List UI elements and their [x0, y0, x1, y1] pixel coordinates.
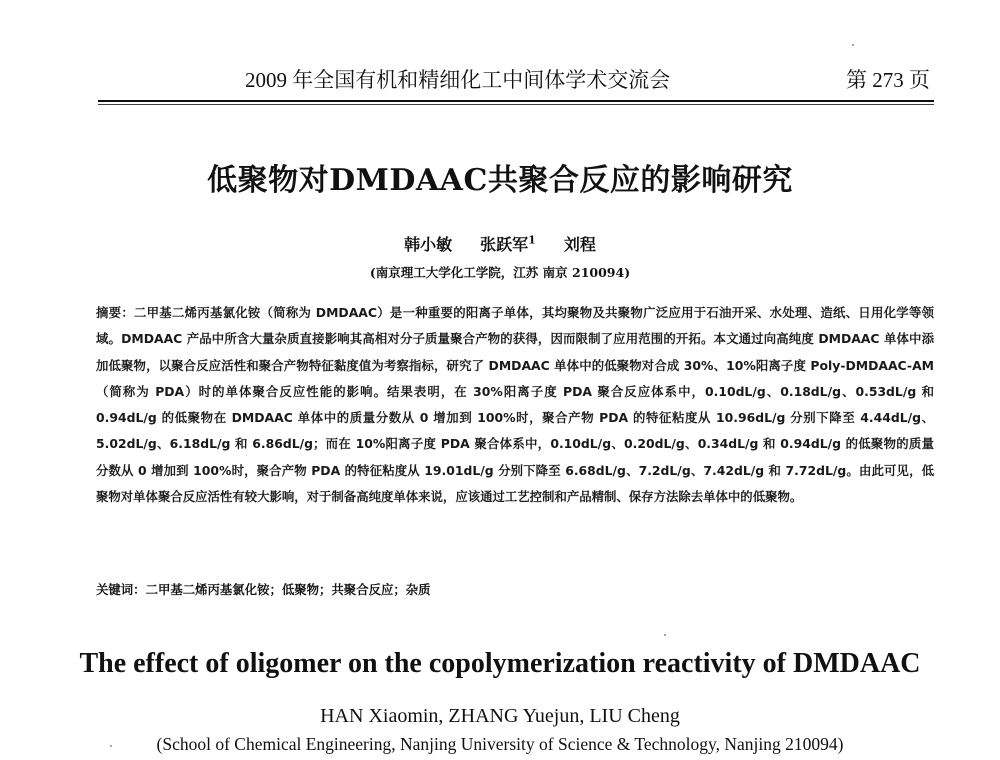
- scan-speck: [852, 44, 854, 46]
- keywords-text: 二甲基二烯丙基氯化铵；低聚物；共聚合反应；杂质: [145, 582, 431, 597]
- abstract-block: [96, 300, 934, 510]
- chinese-title: 低聚物对DMDAAC共聚合反应的影响研究: [207, 163, 793, 198]
- english-title: The effect of oligomer on the copolymerization reactivity of DMDAAC: [79, 648, 921, 679]
- page-number: 第 273 页: [846, 68, 930, 92]
- author-2-cn: [480, 235, 536, 254]
- abstract-label: 摘要：: [96, 305, 134, 320]
- scan-speck: [110, 745, 112, 747]
- keywords-label: 关键词：: [96, 582, 146, 597]
- scan-speck: [664, 634, 666, 636]
- english-affiliation: (School of Chemical Engineering, Nanjing University of Science & Technology, Nanjing 210094): [156, 734, 844, 754]
- keywords-line: [96, 580, 934, 598]
- chinese-affiliation: (南京理工大学化工学院，江苏 南京 210094): [369, 265, 631, 280]
- header-rule-thick: [98, 100, 934, 102]
- author-2-superscript: 1: [528, 233, 536, 247]
- author-1-cn: 韩小敏: [404, 235, 453, 254]
- running-header: [100, 64, 930, 96]
- header-rule-thin: [98, 104, 934, 105]
- author-2-name-cn: 张跃军: [480, 235, 529, 254]
- english-authors: HAN Xiaomin, ZHANG Yuejun, LIU Cheng: [320, 705, 680, 727]
- author-3-cn: 刘程: [563, 235, 596, 254]
- chinese-authors: [0, 232, 1000, 255]
- abstract-text: 二甲基二烯丙基氯化铵（简称为 DMDAAC）是一种重要的阳离子单体，其均聚物及共聚物广泛应用于石油开采、水处理、造纸、日用化学等领域。DMDAAC 产品中所含大量杂质直接影响其高相对分子质量聚合产物的获得，因而限制了应用范围的开拓。本文通过向高纯度 DMDAAC 单体中添加低聚物，以聚合反应活性和聚合产物特征黏度值为考察指标，研究了 DMDAAC 单体中的低聚物对合成 30%、10%阳离子度 Poly-DMDAAC-AM（简称为 PDA）时的单体聚合反应性能的影响。结果表明，在 30%阳离子度 PDA 聚合反应体系中，0.10dL/g、0.18dL/g、0.53dL/g 和 0.94dL/g 的低聚物在 DMDAAC 单体中的质量分数从 0 增加到 100%时，聚合产物 PDA 的特征粘度从 10.96dL/g 分别下降至 4.44dL/g、5.02dL/g、6.18dL/g 和 6.86dL/g；而在 10%阳离子度 PDA 聚合体系中，0.10dL/g、0.20dL/g、0.34dL/g 和 0.94dL/g 的低聚物的质量分数从 0 增加到 100%时，聚合产物 PDA 的特征粘度从 19.01dL/g 分别下降至 6.68dL/g、7.2dL/g、7.42dL/g 和 7.72dL/g。由此可见，低聚物对单体聚合反应活性有较大影响，对于制备高纯度单体来说，应该通过工艺控制和产品精制、保存方法除去单体中的低聚物。: [96, 305, 934, 505]
- conference-name: 2009 年全国有机和精细化工中间体学术交流会: [245, 68, 671, 92]
